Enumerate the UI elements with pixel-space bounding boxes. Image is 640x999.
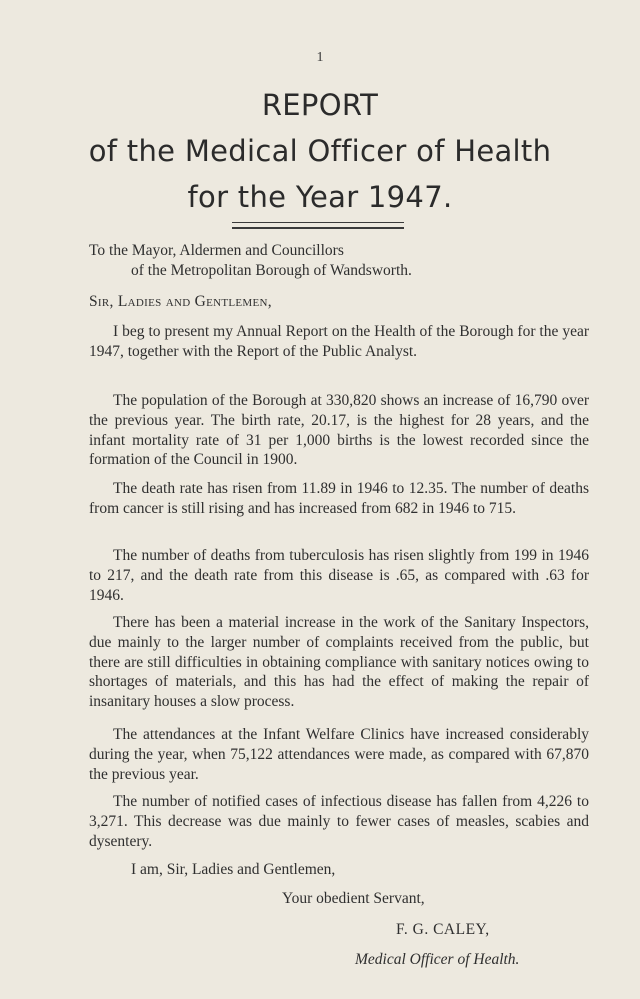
report-year: for the Year 1947. — [187, 180, 453, 214]
signer-name: F. G. CALEY, — [396, 921, 490, 938]
paragraph-infectious-disease: The number of notified cases of infectious disease has fallen from 4,226 to 3,271. This decrease was due mainly to fewer cases of measles, scabies and dysentery. — [89, 793, 589, 850]
salutation: Sir, Ladies and Gentlemen, — [89, 293, 272, 310]
closing-line: I am, Sir, Ladies and Gentlemen, — [131, 861, 336, 878]
address-line-1: To the Mayor, Aldermen and Councillors — [89, 242, 344, 259]
paragraph-population: The population of the Borough at 330,820 shows an increase of 16,790 over the previous year. The birth rate, 20.17, is the highest for 28 years, and the infant mortality rate of 31 per 1,000 births is the lowest recorded since the formation of the Council in 1900. — [89, 392, 589, 469]
paragraph-death-rate: The death rate has risen from 11.89 in 1946 to 12.35. The number of deaths from cancer is still rising and has increased from 682 in 1946 to 715. — [89, 480, 589, 517]
paragraph-sanitary: There has been a material increase in the work of the Sanitary Inspectors, due mainly to the larger number of complaints received from the public, but there are still difficulties in obtaining compliance with sanitary notices owing to shortages of materials, and this has had the effect of making the repair of insanitary houses a slow process. — [89, 614, 589, 711]
report-subtitle: of the Medical Officer of Health — [88, 134, 552, 168]
report-title: REPORT — [261, 88, 379, 122]
signer-title: Medical Officer of Health. — [355, 951, 520, 968]
paragraph-welfare-clinics: The attendances at the Infant Welfare Clinics have increased considerably during the year, when 75,122 attendances were made, as compared with 67,870 the previous year. — [89, 726, 589, 783]
paragraph-intro: I beg to present my Annual Report on the Health of the Borough for the year 1947, together with the Report of the Public Analyst. — [89, 323, 589, 360]
page-number: 1 — [316, 50, 324, 65]
title-divider — [232, 222, 404, 229]
closing-servant: Your obedient Servant, — [282, 890, 425, 907]
paragraph-tuberculosis: The number of deaths from tuberculosis has risen slightly from 199 in 1946 to 217, and the death rate from this disease is .65, as compared with .63 for 1946. — [89, 547, 589, 604]
address-line-2: of the Metropolitan Borough of Wandsworth. — [131, 262, 412, 279]
